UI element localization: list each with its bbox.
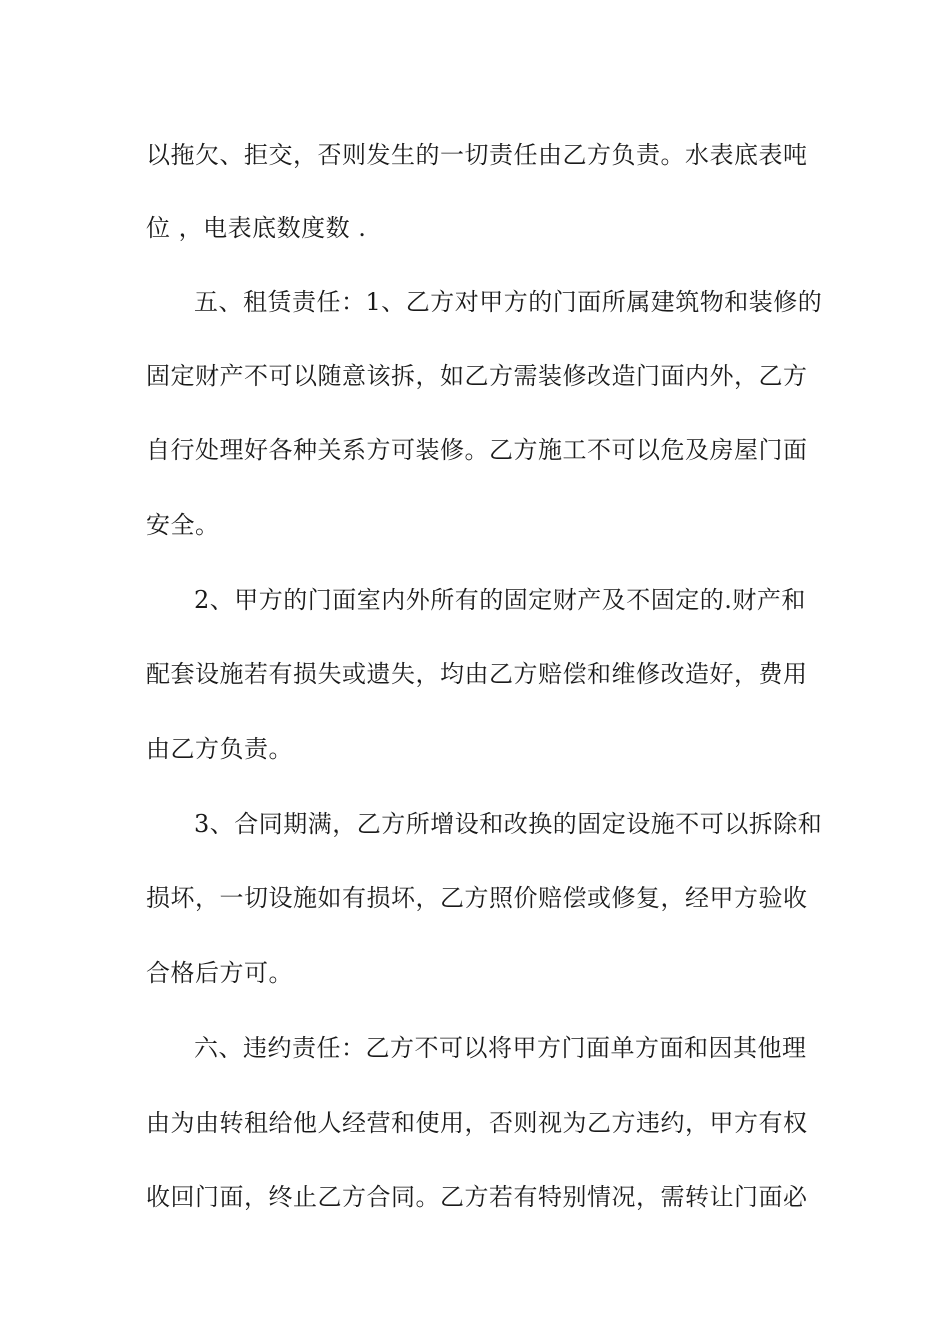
text-line: 自行处理好各种关系方可装修。乙方施工不可以危及房屋门面 — [146, 436, 808, 464]
text-line: 由乙方负责。 — [146, 735, 293, 763]
paragraph-start-line: 六、违约责任：乙方不可以将甲方门面单方面和因其他理 — [194, 1034, 807, 1062]
text-line: 以拖欠、拒交，否则发生的一切责任由乙方负责。水表底表吨 — [146, 141, 808, 169]
paragraph-start-line: 3、合同期满，乙方所增设和改换的固定设施不可以拆除和 — [194, 810, 823, 838]
text-line: 位 ，电表底数度数 . — [146, 214, 367, 242]
paragraph-start-line: 五、租赁责任：1、乙方对甲方的门面所属建筑物和装修的 — [194, 288, 823, 316]
text-line: 合格后方可。 — [146, 959, 293, 987]
paragraph-start-line: 2、甲方的门面室内外所有的固定财产及不固定的.财产和 — [194, 586, 806, 614]
text-line: 安全。 — [146, 511, 220, 539]
text-line: 收回门面，终止乙方合同。乙方若有特别情况，需转让门面必 — [146, 1183, 808, 1211]
text-line: 损坏，一切设施如有损坏，乙方照价赔偿或修复，经甲方验收 — [146, 884, 808, 912]
text-line: 由为由转租给他人经营和使用，否则视为乙方违约，甲方有权 — [146, 1109, 808, 1137]
text-line: 配套设施若有损失或遗失，均由乙方赔偿和维修改造好，费用 — [146, 660, 808, 688]
text-line: 固定财产不可以随意该拆，如乙方需装修改造门面内外，乙方 — [146, 362, 808, 390]
